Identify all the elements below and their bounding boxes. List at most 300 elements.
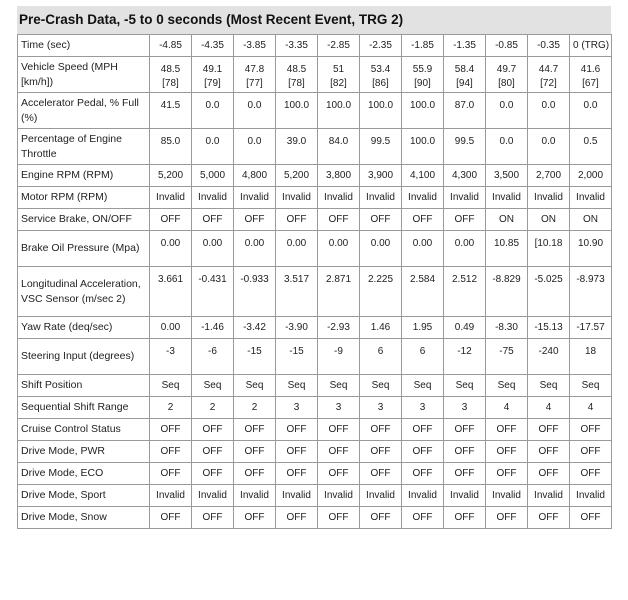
cell-value: OFF [202, 213, 223, 225]
table-cell [528, 93, 570, 129]
table-row [18, 267, 612, 317]
table-cell [486, 165, 528, 187]
cell-value: 3,500 [493, 169, 520, 181]
cell-value: 100.0 [325, 100, 352, 111]
table-cell [276, 93, 318, 129]
cell-value: Invalid [198, 489, 227, 501]
table-cell [444, 267, 486, 317]
row-label: Cruise Control Status [18, 419, 150, 441]
table-cell [570, 317, 612, 339]
cell-value: -0.35 [537, 39, 560, 51]
table-cell [444, 317, 486, 339]
cell-value: -3 [166, 346, 175, 357]
cell-value: OFF [496, 445, 517, 457]
cell-value: 49.7 [496, 64, 517, 75]
table-cell [402, 317, 444, 339]
cell-value: OFF [244, 467, 265, 479]
cell-subvalue: [67] [582, 78, 599, 89]
table-cell [402, 397, 444, 419]
cell-value: 3.517 [283, 274, 310, 285]
cell-value: OFF [370, 423, 391, 435]
table-cell [570, 209, 612, 231]
cell-value: OFF [370, 213, 391, 225]
cell-value: 0.0 [247, 136, 262, 147]
row-label: Drive Mode, Snow [18, 507, 150, 529]
row-label: Time (sec) [18, 35, 150, 57]
table-row [18, 57, 612, 93]
cell-value: OFF [328, 445, 349, 457]
table-row [18, 317, 612, 339]
cell-value: 0.00 [286, 238, 307, 249]
row-label: Drive Mode, Sport [18, 485, 150, 507]
cell-value: -6 [208, 346, 217, 357]
table-cell [276, 485, 318, 507]
cell-value: -4.85 [159, 39, 182, 51]
table-row [18, 485, 612, 507]
table-cell [402, 209, 444, 231]
cell-value: Invalid [282, 489, 311, 501]
table-cell [318, 375, 360, 397]
table-cell [150, 419, 192, 441]
table-cell [360, 339, 402, 375]
table-cell [318, 441, 360, 463]
table-cell [360, 507, 402, 529]
table-cell [234, 507, 276, 529]
table-cell [234, 93, 276, 129]
cell-value: OFF [286, 213, 307, 225]
cell-value: -3.90 [285, 321, 308, 333]
cell-value: Seq [497, 379, 516, 391]
cell-value: -15 [247, 346, 262, 357]
table-cell [234, 187, 276, 209]
cell-value: 48.5 [160, 64, 181, 75]
table-cell [360, 231, 402, 267]
table-cell [528, 187, 570, 209]
cell-value: OFF [370, 467, 391, 479]
table-cell [318, 35, 360, 57]
cell-value: Invalid [282, 191, 311, 203]
cell-value: Invalid [408, 191, 437, 203]
table-cell [570, 57, 612, 93]
table-cell [570, 93, 612, 129]
cell-subvalue: [90] [414, 78, 431, 89]
table-cell [528, 463, 570, 485]
table-cell [486, 231, 528, 267]
table-cell [444, 339, 486, 375]
cell-value: -12 [457, 346, 472, 357]
cell-value: 84.0 [328, 136, 349, 147]
cell-value: Invalid [156, 191, 185, 203]
cell-value: OFF [328, 511, 349, 523]
cell-value: Seq [203, 379, 222, 391]
cell-value: 2 [167, 401, 174, 413]
cell-value: OFF [412, 445, 433, 457]
cell-value: Invalid [492, 191, 521, 203]
table-row [18, 35, 612, 57]
cell-value: -4.35 [201, 39, 224, 51]
cell-value: 44.7 [538, 64, 559, 75]
table-cell [150, 267, 192, 317]
table-row [18, 129, 612, 165]
cell-subvalue: [78] [288, 78, 305, 89]
cell-value: -3.35 [285, 39, 308, 51]
cell-value: 0.00 [244, 238, 265, 249]
cell-value: 0.0 [205, 136, 220, 147]
table-cell [570, 35, 612, 57]
table-cell [444, 231, 486, 267]
table-cell [318, 463, 360, 485]
table-cell [318, 397, 360, 419]
cell-value: -2.93 [327, 321, 350, 333]
cell-value: OFF [286, 423, 307, 435]
table-cell [150, 485, 192, 507]
table-cell [444, 129, 486, 165]
table-title: Pre-Crash Data, -5 to 0 seconds (Most Recent Event, TRG 2) [17, 6, 611, 34]
cell-value: Seq [455, 379, 474, 391]
cell-subvalue: [79] [204, 78, 221, 89]
table-cell [528, 317, 570, 339]
cell-value: Invalid [492, 489, 521, 501]
cell-value: -240 [538, 346, 559, 357]
table-cell [402, 441, 444, 463]
cell-value: 0.00 [160, 321, 181, 333]
table-cell [318, 507, 360, 529]
table-cell [276, 317, 318, 339]
cell-value: ON [583, 213, 598, 225]
table-cell [360, 317, 402, 339]
cell-value: 0 (TRG) [573, 39, 610, 51]
table-cell [444, 209, 486, 231]
table-cell [570, 507, 612, 529]
cell-value: 2.225 [367, 274, 394, 285]
table-row [18, 463, 612, 485]
cell-value: -8.30 [495, 321, 518, 333]
cell-value: Seq [287, 379, 306, 391]
cell-value: OFF [454, 467, 475, 479]
table-cell [318, 317, 360, 339]
cell-value: -5.025 [534, 274, 563, 285]
row-label: Steering Input (degrees) [18, 339, 150, 375]
cell-value: Seq [581, 379, 600, 391]
table-cell [444, 485, 486, 507]
table-cell [360, 209, 402, 231]
table-cell [528, 165, 570, 187]
cell-value: 100.0 [367, 100, 394, 111]
cell-value: 0.00 [160, 238, 181, 249]
table-cell [192, 441, 234, 463]
table-cell [570, 441, 612, 463]
table-cell [150, 129, 192, 165]
cell-value: -17.57 [576, 321, 605, 333]
table-cell [318, 209, 360, 231]
table-cell [444, 57, 486, 93]
cell-value: 85.0 [160, 136, 181, 147]
cell-value: Invalid [240, 489, 269, 501]
table-cell [444, 35, 486, 57]
table-cell [444, 187, 486, 209]
table-cell [402, 375, 444, 397]
table-cell [486, 57, 528, 93]
cell-value: 18 [584, 346, 597, 357]
cell-value: 4,300 [451, 169, 478, 181]
cell-value: 4 [587, 401, 594, 413]
table-cell [234, 165, 276, 187]
table-cell [150, 165, 192, 187]
cell-subvalue: [82] [330, 78, 347, 89]
row-label: Brake Oil Pressure (Mpa) [18, 231, 150, 267]
table-cell [276, 267, 318, 317]
cell-value: ON [499, 213, 514, 225]
cell-value: OFF [202, 467, 223, 479]
row-label: Sequential Shift Range [18, 397, 150, 419]
cell-value: -8.829 [492, 274, 521, 285]
table-cell [486, 507, 528, 529]
table-cell [360, 165, 402, 187]
table-cell [192, 35, 234, 57]
table-cell [234, 231, 276, 267]
table-cell [192, 231, 234, 267]
cell-value: OFF [202, 445, 223, 457]
row-label: Shift Position [18, 375, 150, 397]
table-cell [234, 339, 276, 375]
table-cell [318, 129, 360, 165]
cell-value: -2.35 [369, 39, 392, 51]
table-cell [150, 35, 192, 57]
cell-value: OFF [580, 511, 601, 523]
cell-value: Invalid [576, 191, 605, 203]
cell-value: 0.00 [370, 238, 391, 249]
cell-value: OFF [286, 467, 307, 479]
table-row [18, 165, 612, 187]
table-cell [150, 57, 192, 93]
cell-value: Seq [161, 379, 180, 391]
cell-value: -75 [499, 346, 514, 357]
table-cell [192, 93, 234, 129]
table-cell [318, 93, 360, 129]
cell-value: 4 [503, 401, 510, 413]
cell-value: 2.584 [409, 274, 436, 285]
table-cell [444, 419, 486, 441]
cell-value: OFF [412, 423, 433, 435]
table-cell [528, 441, 570, 463]
table-cell [402, 129, 444, 165]
cell-value: 2 [209, 401, 216, 413]
table-cell [150, 441, 192, 463]
cell-value: OFF [202, 423, 223, 435]
cell-value: 0.0 [247, 100, 262, 111]
table-cell [192, 375, 234, 397]
cell-value: Invalid [366, 489, 395, 501]
cell-value: 0.00 [202, 238, 223, 249]
table-cell [444, 441, 486, 463]
cell-value: 0.0 [499, 100, 514, 111]
cell-value: Invalid [156, 489, 185, 501]
table-cell [276, 339, 318, 375]
cell-value: Invalid [366, 191, 395, 203]
cell-value: 0.0 [583, 100, 598, 111]
cell-value: 100.0 [409, 136, 436, 147]
cell-value: OFF [538, 511, 559, 523]
cell-value: OFF [412, 213, 433, 225]
table-cell [150, 339, 192, 375]
table-row [18, 209, 612, 231]
table-cell [360, 485, 402, 507]
table-cell [234, 129, 276, 165]
cell-value: OFF [328, 423, 349, 435]
cell-value: Invalid [450, 489, 479, 501]
table-cell [150, 375, 192, 397]
cell-value: Seq [371, 379, 390, 391]
table-cell [192, 419, 234, 441]
table-cell [486, 317, 528, 339]
table-cell [402, 485, 444, 507]
cell-value: Seq [245, 379, 264, 391]
table-cell [486, 35, 528, 57]
cell-value: 0.00 [412, 238, 433, 249]
table-cell [276, 129, 318, 165]
table-cell [570, 375, 612, 397]
cell-value: -1.46 [201, 321, 224, 333]
table-cell [276, 231, 318, 267]
table-cell [528, 35, 570, 57]
cell-value: Invalid [576, 489, 605, 501]
row-label: Accelerator Pedal, % Full (%) [18, 93, 150, 129]
table-cell [570, 267, 612, 317]
cell-value: 48.5 [286, 64, 307, 75]
table-cell [192, 57, 234, 93]
table-cell [486, 267, 528, 317]
cell-value: 10.85 [493, 238, 520, 249]
cell-value: 0.00 [454, 238, 475, 249]
cell-value: OFF [412, 511, 433, 523]
cell-value: 87.0 [454, 100, 475, 111]
row-label: Yaw Rate (deq/sec) [18, 317, 150, 339]
cell-value: Invalid [240, 191, 269, 203]
cell-value: 2.871 [325, 274, 352, 285]
table-cell [234, 419, 276, 441]
table-cell [402, 93, 444, 129]
row-label: Vehicle Speed (MPH [km/h]) [18, 57, 150, 93]
table-cell [318, 485, 360, 507]
table-cell [318, 419, 360, 441]
table-cell [486, 485, 528, 507]
cell-value: 3 [461, 401, 468, 413]
table-cell [570, 129, 612, 165]
cell-value: OFF [328, 213, 349, 225]
table-cell [318, 231, 360, 267]
cell-value: 0.0 [205, 100, 220, 111]
cell-value: OFF [286, 511, 307, 523]
cell-subvalue: [78] [162, 78, 179, 89]
table-cell [486, 93, 528, 129]
cell-value: 4,800 [241, 169, 268, 181]
row-label: Percentage of Engine Throttle [18, 129, 150, 165]
table-cell [570, 397, 612, 419]
cell-subvalue: [72] [540, 78, 557, 89]
cell-value: 41.5 [160, 100, 181, 111]
table-row [18, 339, 612, 375]
table-cell [402, 419, 444, 441]
table-cell [192, 507, 234, 529]
table-cell [360, 93, 402, 129]
table-cell [570, 485, 612, 507]
cell-value: [10.18 [534, 238, 563, 249]
cell-value: 2.512 [451, 274, 478, 285]
table-cell [570, 165, 612, 187]
table-cell [276, 463, 318, 485]
table-cell [402, 463, 444, 485]
table-cell [192, 129, 234, 165]
table-cell [234, 375, 276, 397]
cell-value: -15.13 [534, 321, 563, 333]
cell-value: Invalid [324, 191, 353, 203]
cell-value: 5,000 [199, 169, 226, 181]
row-label: Longitudinal Acceleration, VSC Sensor (m/sec 2) [18, 267, 150, 317]
table-cell [360, 397, 402, 419]
cell-value: OFF [160, 445, 181, 457]
table-cell [318, 187, 360, 209]
cell-value: 5,200 [157, 169, 184, 181]
cell-value: 0.0 [499, 136, 514, 147]
table-cell [444, 397, 486, 419]
table-cell [150, 317, 192, 339]
table-cell [192, 209, 234, 231]
table-cell [192, 317, 234, 339]
cell-value: -15 [289, 346, 304, 357]
table-cell [150, 463, 192, 485]
cell-value: 49.1 [202, 64, 223, 75]
table-row [18, 419, 612, 441]
table-cell [276, 35, 318, 57]
cell-value: -1.35 [453, 39, 476, 51]
cell-value: -3.85 [243, 39, 266, 51]
table-row [18, 187, 612, 209]
cell-value: 6 [377, 346, 384, 357]
cell-value: 55.9 [412, 64, 433, 75]
pre-crash-data-table [17, 34, 612, 529]
table-cell [192, 165, 234, 187]
table-cell [528, 231, 570, 267]
cell-value: Invalid [324, 489, 353, 501]
cell-value: OFF [286, 445, 307, 457]
table-row [18, 375, 612, 397]
table-cell [150, 231, 192, 267]
table-cell [528, 209, 570, 231]
cell-value: OFF [538, 467, 559, 479]
table-cell [528, 339, 570, 375]
table-cell [486, 187, 528, 209]
cell-value: Invalid [408, 489, 437, 501]
cell-value: 6 [419, 346, 426, 357]
table-cell [276, 209, 318, 231]
cell-value: 3 [335, 401, 342, 413]
table-cell [528, 129, 570, 165]
cell-value: -0.85 [495, 39, 518, 51]
cell-value: -8.973 [576, 274, 605, 285]
table-cell [276, 397, 318, 419]
cell-value: OFF [160, 213, 181, 225]
row-label: Service Brake, ON/OFF [18, 209, 150, 231]
table-cell [402, 507, 444, 529]
table-cell [234, 35, 276, 57]
cell-value: 3,900 [367, 169, 394, 181]
cell-value: OFF [160, 511, 181, 523]
cell-value: 58.4 [454, 64, 475, 75]
table-cell [528, 419, 570, 441]
report-page [17, 6, 611, 529]
table-cell [402, 231, 444, 267]
cell-value: -9 [334, 346, 343, 357]
